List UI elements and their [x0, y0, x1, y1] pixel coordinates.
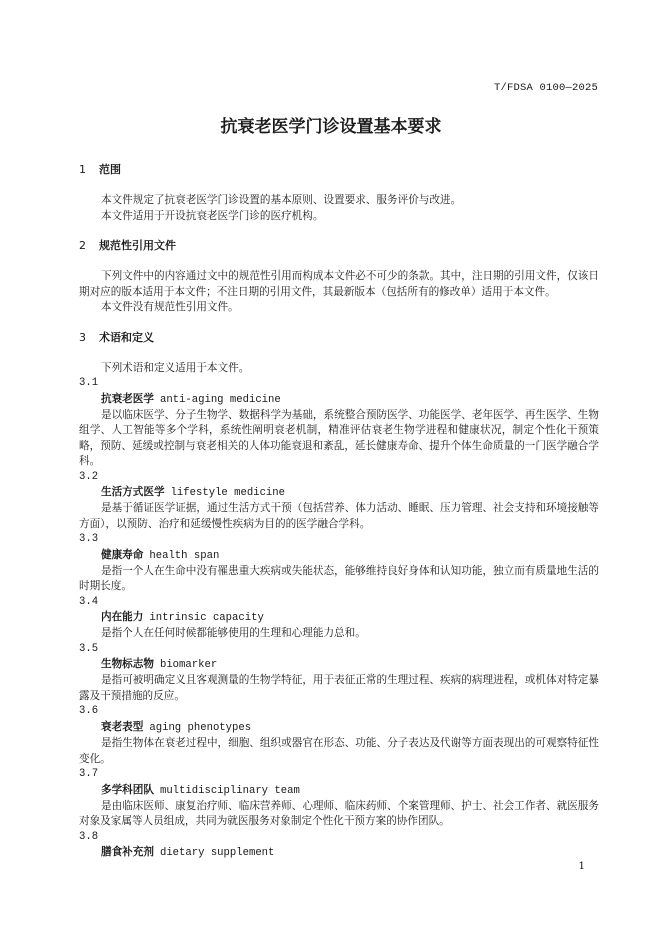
- term-number: 3.5: [79, 642, 99, 655]
- term-heading: [101, 656, 599, 673]
- term-heading: [101, 391, 599, 408]
- section-number: 2: [79, 239, 86, 252]
- term-heading: [101, 844, 599, 861]
- term-definition: 是指一个人在生命中没有罹患重大疾病或失能状态，能够维持良好身体和认知功能，独立而有质量地生活的时期长度。: [79, 564, 599, 593]
- term-english: aging phenotypes: [149, 722, 252, 735]
- term-chinese: 衰老表型: [101, 721, 144, 734]
- term-definition: 是指生物体在衰老过程中，细胞、组织或器官在形态、功能、分子表达及代谢等方面表现出的可观察特征性变化。: [79, 737, 599, 765]
- term-heading: [101, 782, 599, 799]
- term-chinese: 内在能力: [101, 611, 144, 624]
- term-chinese: 生活方式医学: [101, 486, 165, 499]
- term-chinese: 膳食补充剂: [101, 846, 154, 859]
- term-number: 3.6: [79, 705, 99, 718]
- term-heading: [101, 547, 599, 564]
- page-number: 1: [578, 860, 585, 872]
- term-english: multidisciplinary team: [159, 784, 300, 797]
- paragraph: 本文件没有规范性引用文件。: [101, 301, 239, 313]
- term-definition: 是基于循证医学证据，通过生活方式干预（包括营养、体力活动、睡眠、压力管理、社会支持和环境接触等方面），以预防、治疗和延缓慢性疾病为目的的医学融合学科。: [79, 502, 599, 530]
- term-english: biomarker: [159, 659, 218, 672]
- term-definition: 是指可被明确定义且客观测量的生物学特征，用于表征正常的生理过程、疾病的病理进程，或机体对特定暴露及干预措施的反应。: [79, 674, 599, 702]
- term-chinese: 健康寿命: [101, 548, 144, 561]
- term-number: 3.3: [79, 533, 99, 546]
- section-title: 术语和定义: [99, 330, 154, 344]
- term-definition: 是指个人在任何时候都能够使用的生理和心理能力总和。: [101, 627, 366, 640]
- term-english: dietary supplement: [159, 847, 275, 860]
- standard-number: T/FDSA 0100—2025: [493, 82, 598, 94]
- term-english: lifestyle medicine: [170, 487, 285, 500]
- paragraph: 本文件适用于开设抗衰老医学门诊的医疗机构。: [101, 209, 324, 222]
- paragraph: 下列术语和定义适用于本文件。: [101, 361, 250, 374]
- section-title: 规范性引用文件: [99, 239, 176, 252]
- term-heading: [101, 719, 599, 736]
- section-heading-terms: [79, 330, 599, 346]
- term-english: intrinsic capacity: [149, 612, 264, 625]
- term-heading: [101, 609, 599, 626]
- term-number: 3.4: [79, 595, 99, 608]
- section-number: 3: [79, 330, 86, 344]
- term-chinese: 生物标志物: [101, 658, 154, 671]
- section-heading-normative: [79, 238, 599, 254]
- term-chinese: 抗衰老医学: [101, 392, 154, 405]
- term-number: 3.8: [79, 830, 99, 843]
- term-english: health span: [149, 549, 220, 562]
- document-title: 抗衰老医学门诊设置基本要求: [220, 117, 442, 137]
- term-definition: 是以临床医学、分子生物学、数据科学为基础，系统整合预防医学、功能医学、老年医学、再生医学、生物组学、人工智能等多个学科，系统性阐明衰老机制，精准评估衰老生物学进程和健康状况，制定个性化干预策略，预防、延缓或控制与衰老相关的人体功能衰退和紊乱，延长健康寿命、提升个体生命质量的一门医学融合学科。: [79, 408, 599, 468]
- paragraph: 下列文件中的内容通过文中的规范性引用而构成本文件必不可少的条款。其中，注日期的引用文件，仅该日期对应的版本适用于本文件；不注日期的引用文件，其最新版本（包括所有的修改单）适用于本文件。: [79, 270, 599, 298]
- paragraph: 本文件规定了抗衰老医学门诊设置的基本原则、设置要求、服务评价与改进。: [101, 194, 462, 206]
- term-definition: 是由临床医师、康复治疗师、临床营养师、心理师、临床药师、个案管理师、护士、社会工作者、就医服务对象及家属等人员组成，共同为就医服务对象制定个性化干预方案的协作团队。: [79, 799, 599, 828]
- term-number: 3.2: [79, 470, 99, 483]
- document-body: [79, 162, 599, 861]
- section-heading-scope: [79, 162, 599, 178]
- term-chinese: 多学科团队: [101, 783, 154, 796]
- term-number: 3.7: [79, 768, 99, 781]
- term-english: anti-aging medicine: [159, 393, 281, 406]
- section-title: 范围: [99, 163, 121, 176]
- terms-list: [79, 376, 599, 861]
- term-number: 3.1: [79, 377, 99, 389]
- section-number: 1: [79, 163, 86, 176]
- term-heading: [101, 484, 599, 501]
